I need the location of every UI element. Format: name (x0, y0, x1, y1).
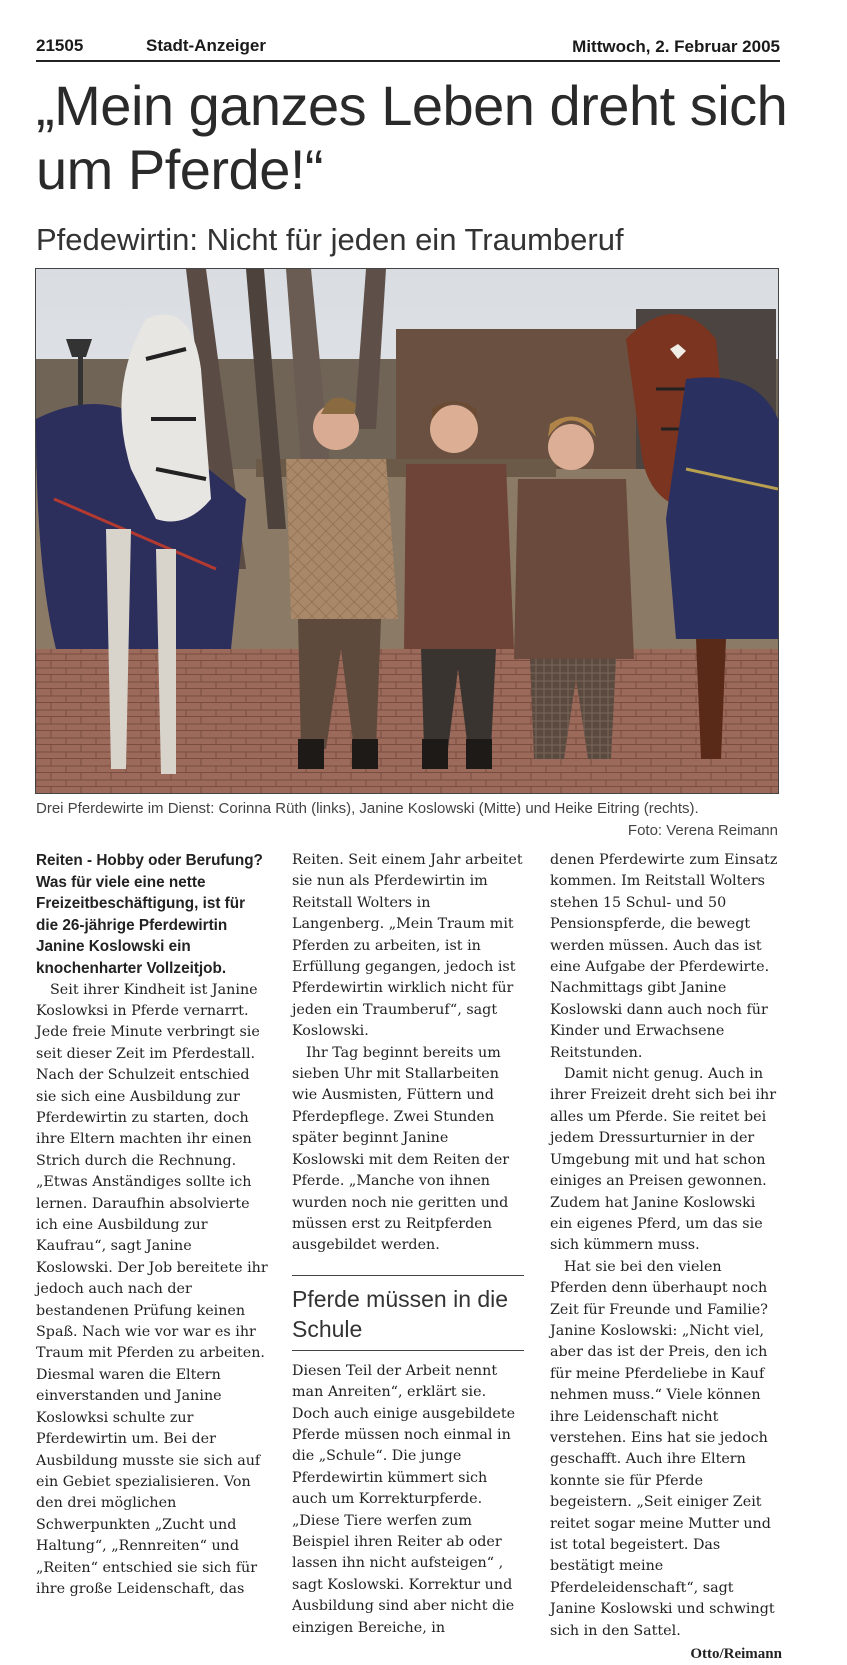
issue-number: 21505 (36, 36, 84, 55)
article-paragraph: Damit nicht genug. Auch in ihrer Freizeit dreht sich bei ihr alles um Pferde. Sie reitet bei jedem Dressurturnier in der Umgebung mit und hat schon einiges an Preisen gewonnen. Zudem hat Janine Koslowski ein eigenes Pferd, um das sie sich kümmern muss. (550, 1066, 777, 1254)
headline: „Mein ganzes Leben dreht sich um Pferde!“ (36, 74, 788, 201)
masthead (36, 34, 780, 62)
article-paragraph: Diesen Teil der Arbeit nennt man Anreiten“, erklärt sie. Doch auch einige ausgebildete Pferde müssen noch einmal in die „Schule“. Die junge Pferdewirtin kümmert sich auch um Korrekturpferde. „Diese Tiere werfen zum Beispiel ihren Reiter ab oder lassen ihn nicht aufsteigen“ , sagt Koslowski. Korrektur und Ausbildung sind aber nicht die einzigen Bereiche, in (292, 1362, 516, 1636)
article-column-3 (550, 850, 782, 1665)
photo-credit: Foto: Verena Reimann (627, 822, 778, 839)
article-paragraph: Ihr Tag beginnt bereits um sieben Uhr mit Stallarbeiten wie Ausmisten, Füttern und Pferdepflege. Zwei Stunden später beginnt Janine Koslowski mit dem Reiten der Pferde. „Manche von ihnen wurden noch nie geritten und müssen erst zu Reitpferden ausgebildet werden. (292, 1044, 510, 1254)
byline: Otto/Reimann (690, 1646, 782, 1663)
newspaper-name: Stadt-Anzeiger (146, 36, 266, 55)
article-column-1 (36, 850, 268, 1600)
article-column-2 (292, 850, 524, 1639)
subheadline: Pfedewirtin: Nicht für jeden ein Traumberuf (36, 222, 624, 257)
article-paragraph: denen Pferdewirte zum Einsatz kommen. Im Reitstall Wolters stehen 15 Schul- und 50 Pensionspferde, die bewegt werden müssen. Auch das ist eine Aufgabe der Pferdewirte. Nachmittags gibt Janine Koslowski dann auch noch für Kinder und Erwachsene Reitstunden. (550, 852, 778, 1061)
photo-caption: Drei Pferdewirte im Dienst: Corinna Rüth (links), Janine Koslowski (Mitte) und Heike Eitring (rechts). (36, 800, 699, 817)
article-photo (35, 268, 779, 794)
article-lead: Reiten - Hobby oder Berufung? Was für viele eine nette Freizeitbeschäftigung, ist für die 26-jährige Pferdewirtin Janine Koslowski ein knochenharter Vollzeitjob. (36, 852, 263, 977)
article-paragraph: Seit ihrer Kindheit ist Janine Koslowksi in Pferde vernarrt. Jede freie Minute verbringt sie seit dieser Zeit im Pferdestall. Nach der Schulzeit entschied sie sich eine Ausbildung zur Pferdewirtin zu starten, doch ihre Eltern machten ihr einen Strich durch die Rechnung. „Etwas Anständiges sollte ich lernen. Daraufhin absolvierte ich eine Ausbildung zur Kaufrau“, sagt Janine Koslowski. Der Job bereitete ihr jedoch auch nach der bestandenen Prüfung keinen Spaß. Nach wie vor war es ihr Traum mit Pferden zu arbeiten. Diesmal waren die Eltern einverstanden und Janine Koslowksi schulte zur Pferdewirtin um. Bei der Ausbildung musste sie sich auf ein Gebiet spezialisieren. Von den drei möglichen Schwerpunkten „Zucht und Haltung“, „Rennreiten“ und „Reiten“ entschied sie sich für ihre große Leidenschaft, das (36, 981, 268, 1597)
article-paragraph: Hat sie bei den vielen Pferden denn überhaupt noch Zeit für Freunde und Familie? Janine Koslowski: „Nicht viel, aber das ist der Preis, den ich für meine Pferdeliebe in Kauf nehmen muss.“ Viele können ihre Leidenschaft nicht verstehen. Eins hat sie jedoch geschafft. Auch ihre Eltern konnte sie für Pferde begeistern. „Seit einiger Zeit reitet sogar meine Mutter und ist total begeistert. Das bestätigt meine Pferdeleidenschaft“, sagt Janine Koslowski und schwingt sich in den Sattel. (550, 1258, 775, 1639)
crosshead: Pferde müssen in die Schule (292, 1275, 524, 1351)
article-paragraph: Reiten. Seit einem Jahr arbeitet sie nun als Pferdewirtin im Reitstall Wolters in Langenberg. „Mein Traum mit Pferden zu arbeiten, ist in Erfüllung gegangen, jedoch ist Pferdewirtin wirklich nicht für jeden ein Traumberuf“, sagt Koslowski. (292, 852, 523, 1040)
issue-date: Mittwoch, 2. Februar 2005 (572, 37, 780, 56)
